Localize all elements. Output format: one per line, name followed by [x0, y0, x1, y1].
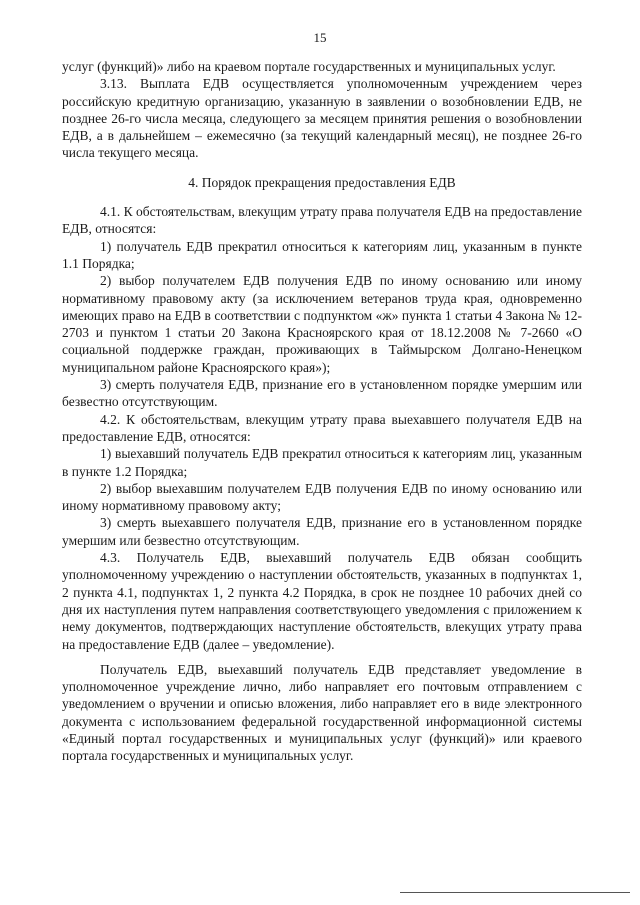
paragraph-notification: Получатель ЕДВ, выехавший получатель ЕДВ представляет уведомление в уполномоченное учреждение лично, либо направляет его почтовым отправлением с уведомлением о вручении и описью вложения, либо направляет его в виде электронного документа с использованием федеральной государственной информационной системы «Единый портал государственных и муниципальных услуг (функций)» или краевого портала государственных и муниципальных услуг.	[62, 661, 582, 764]
paragraph-4-2-item-2: 2) выбор выехавшим получателем ЕДВ получения ЕДВ по иному основанию или иному нормативному правовому акту;	[62, 480, 582, 514]
paragraph-4-1-item-3: 3) смерть получателя ЕДВ, признание его в установленном порядке умершим или безвестно отсутствующим.	[62, 377, 582, 410]
paragraph-4-2: 4.2. К обстоятельствам, влекущим утрату права выехавшего получателя ЕДВ на предоставление ЕДВ, относятся:	[62, 411, 582, 444]
paragraph-4-3: 4.3. Получатель ЕДВ, выехавший получатель ЕДВ обязан сообщить уполномоченному учреждению о наступлении обстоятельств, указанных в подпунктах 1, 2 пункта 4.1, подпунктах 1, 2 пункта 4.2 Порядка, в срок не позднее 10 рабочих дней со дня их наступления путем направления соответствующего уведомления с приложением к нему документов, подтверждающих наступление обстоятельств, влекущих утрату права на предоставление ЕДВ (далее – уведомление).	[62, 550, 582, 652]
paragraph-continuation: услуг (функций)» либо на краевом портале государственных и муниципальных услуг.	[62, 59, 556, 74]
footer-divider	[400, 892, 630, 893]
paragraph-4-2-item-1: 1) выехавший получатель ЕДВ прекратил относиться к категориям лиц, указанным в пункте 1.2 Порядка;	[62, 446, 582, 479]
paragraph-4-1: 4.1. К обстоятельствам, влекущим утрату права получателя ЕДВ на предоставление ЕДВ, относятся:	[62, 204, 582, 237]
section-heading: 4. Порядок прекращения предоставления ЕДВ	[188, 174, 456, 190]
paragraph-4-1-item-1: 1) получатель ЕДВ прекратил относиться к категориям лиц, указанным в пункте 1.1 Порядка;	[62, 238, 582, 271]
page-number: 15	[313, 30, 327, 45]
document-body	[62, 58, 582, 765]
paragraph-3-13: 3.13. Выплата ЕДВ осуществляется уполномоченным учреждением через российскую кредитную организацию, указанную в заявлении о возобновлении ЕДВ, не позднее 26-го числа месяца, следующего за месяцем принятия решения о возобновлении ЕДВ, а в дальнейшем – ежемесячно (за текущий календарный месяц), не позднее 26-го числа текущего месяца.	[62, 76, 582, 161]
paragraph-4-1-item-2: 2) выбор получателем ЕДВ получения ЕДВ по иному основанию или иному нормативному правовому акту (за исключением ветеранов труда края, одновременно имеющих право на ЕДВ в соответствии с подпунктом «ж» пункта 1 статьи 4 Закона № 12-2703 и пунктом 1 статьи 20 Закона Красноярского края от 18.12.2008 № 7-2660 «О социальной поддержке граждан, проживающих в Таймырском Долгано-Ненецком муниципальном районе Красноярского края»);	[62, 273, 582, 375]
paragraph-4-2-item-3: 3) смерть выехавшего получателя ЕДВ, признание его в установленном порядке умершим или безвестно отсутствующим.	[62, 515, 582, 548]
